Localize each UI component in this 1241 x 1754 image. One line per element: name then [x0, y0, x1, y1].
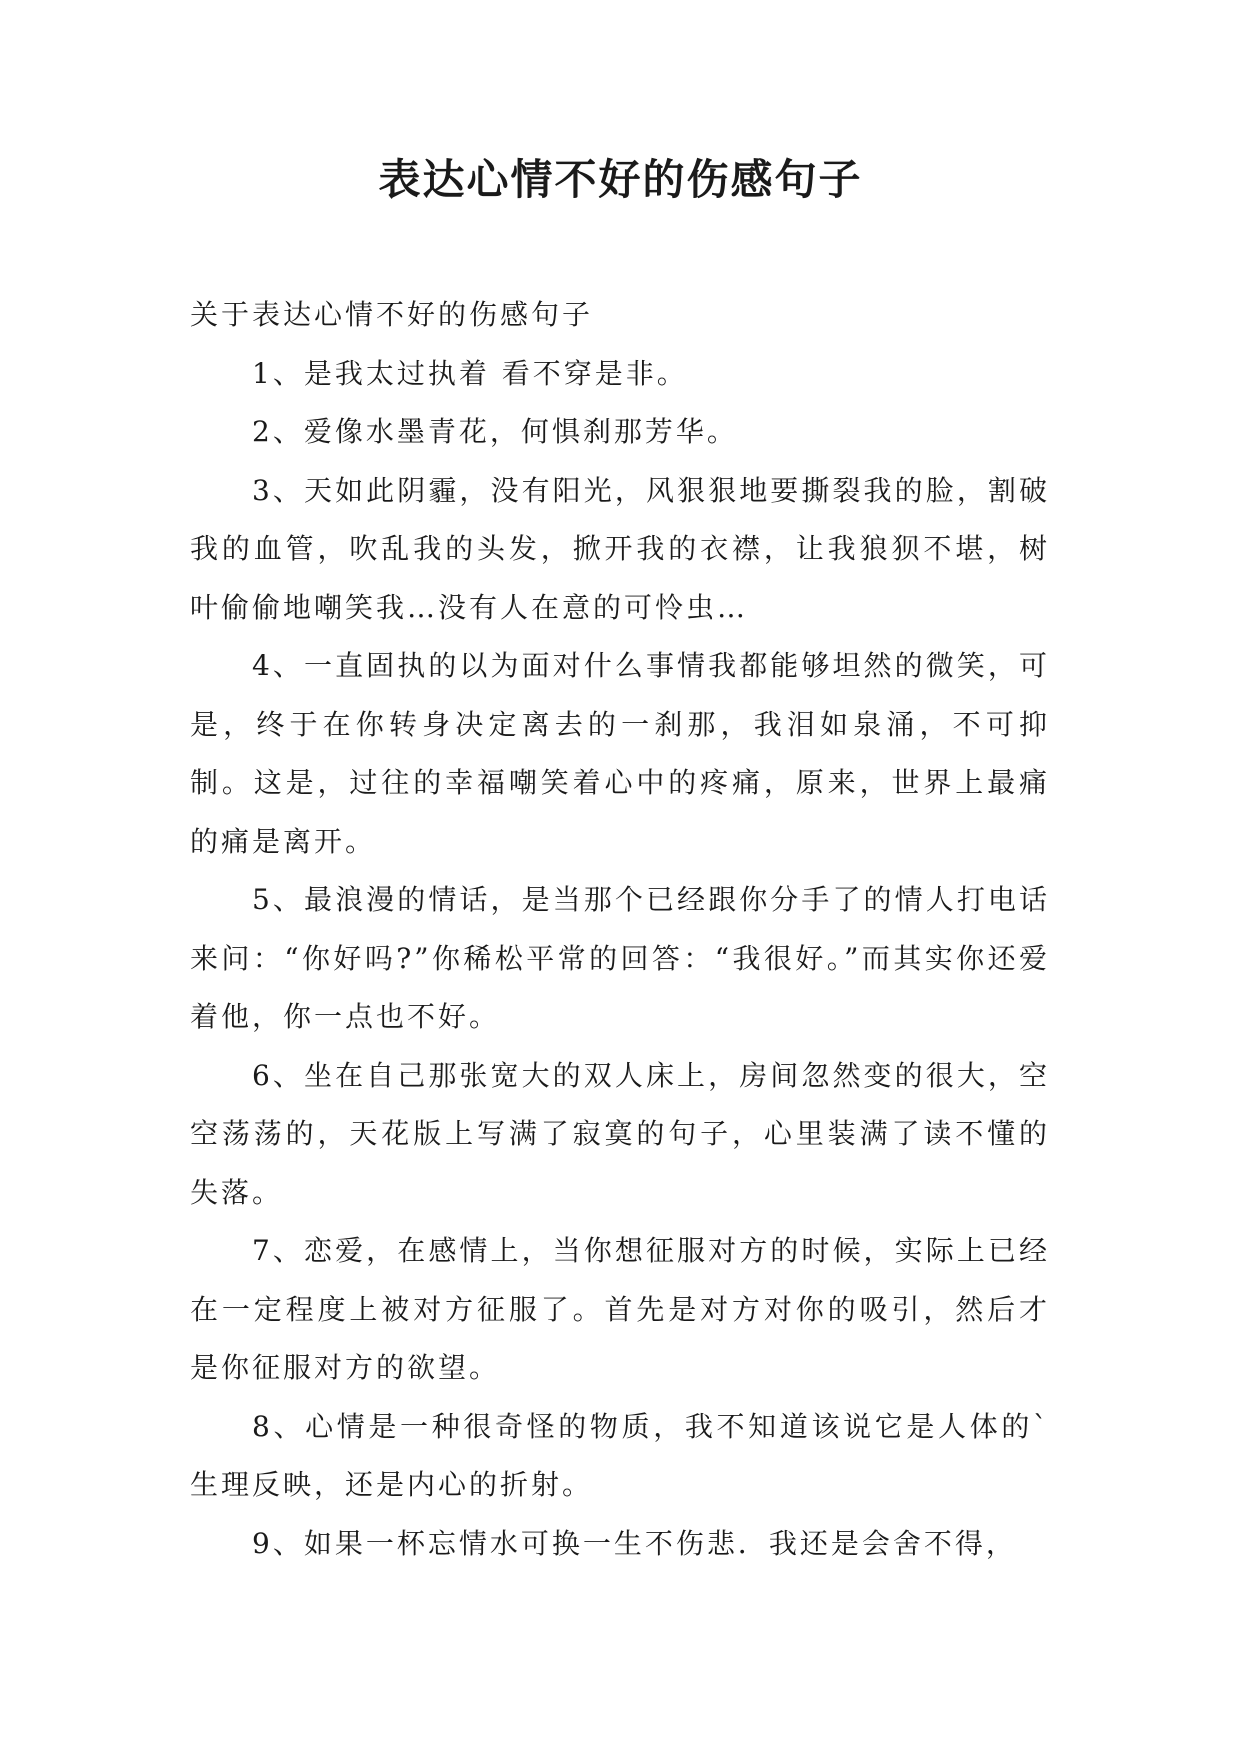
paragraph-9: 9、如果一杯忘情水可换一生不伤悲．我还是会舍不得， — [252, 1526, 1017, 1560]
paragraph-7: 7、恋爱，在感情上，当你想征服对方的时候，实际上已经在一定程度上被对方征服了。首先是对方对你的吸引，然后才是你征服对方的欲望。 — [190, 1234, 1050, 1384]
paragraph-4: 4、一直固执的以为面对什么事情我都能够坦然的微笑，可是，终于在你转身决定离去的一刹那，我泪如泉涌，不可抑制。这是，过往的幸福嘲笑着心中的疼痛，原来，世界上最痛的痛是离开。 — [190, 649, 1050, 858]
paragraph-1: 1、是我太过执着 看不穿是非。 — [252, 356, 688, 390]
paragraph-2: 2、爱像水墨青花，何惧刹那芳华。 — [252, 415, 738, 448]
paragraph-6: 6、坐在自己那张宽大的双人床上，房间忽然变的很大，空空荡荡的，天花版上写满了寂寞的句子，心里装满了读不懂的失落。 — [190, 1058, 1050, 1209]
document-title: 表达心情不好的伤感句子 — [378, 155, 863, 204]
paragraph-3: 3、天如此阴霾，没有阳光，风狠狠地要撕裂我的脸，割破我的血管，吹乱我的头发，掀开我的衣襟，让我狼狈不堪，树叶偷偷地嘲笑我…没有人在意的可怜虫… — [190, 473, 1050, 624]
paragraph-5: 5、最浪漫的情话，是当那个已经跟你分手了的情人打电话来问：“你好吗?”你稀松平常的回答：“我很好。”而其实你还爱着他，你一点也不好。 — [190, 883, 1050, 1033]
paragraph-8: 8、心情是一种很奇怪的物质，我不知道该说它是人体的`生理反映，还是内心的折射。 — [190, 1409, 1050, 1501]
intro-line: 关于表达心情不好的伤感句子 — [190, 298, 594, 331]
document-body — [190, 286, 1050, 1573]
